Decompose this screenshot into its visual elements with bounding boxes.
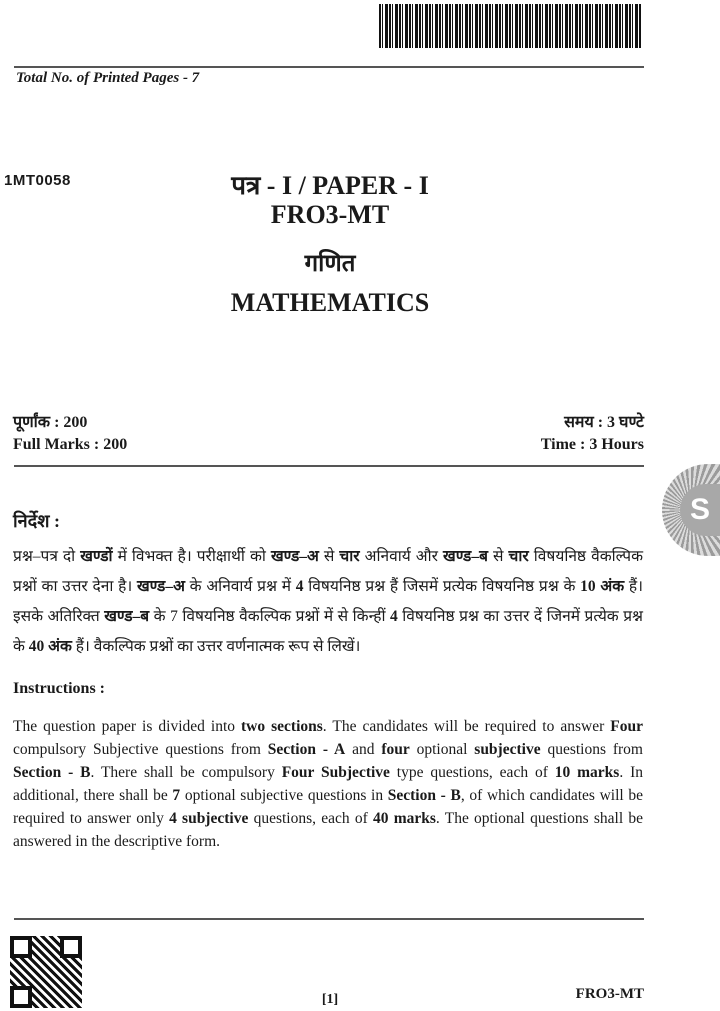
subject-english: MATHEMATICS: [230, 288, 430, 317]
subject-hindi: गणित: [304, 251, 356, 277]
footer-code: FRO3-MT: [575, 986, 644, 1002]
marks-rule: [14, 465, 644, 467]
full-marks-english: Full Marks : 200: [13, 436, 128, 453]
top-rule: [14, 66, 644, 68]
instructions-paragraph: The question paper is divided into two sections. The candidates will be required to answer Four compulsory Subjective questions from Section - A and four optional subjective questions from Section - B. There shall be compulsory Four Subjective type questions, each of 10 marks. In additional, there shall be 7 optional subjective questions in Section - B, of which candidates will be required to answer only 4 subjective questions, each of 40 marks. The optional questions shall be answered in the descriptive form.: [13, 718, 643, 850]
footer-rule: [14, 918, 644, 920]
paper-code: 1MT0058: [4, 172, 71, 189]
paper-title: पत्र - I / PAPER - I: [231, 171, 429, 200]
seal-stamp: S: [662, 464, 720, 556]
printed-pages-count: Total No. of Printed Pages - 7: [16, 70, 200, 86]
subject-code: FRO3-MT: [270, 200, 390, 229]
barcode: [379, 4, 641, 48]
full-marks-hindi: पूर्णांक : 200: [13, 414, 88, 431]
instructions-heading: Instructions :: [13, 680, 106, 697]
time-hindi: समय : 3 घण्टे: [564, 414, 644, 431]
time-english: Time : 3 Hours: [540, 436, 644, 453]
page-number: [1]: [321, 992, 339, 1007]
hindi-instructions-paragraph: प्रश्न–पत्र दो खण्डों में विभक्त है। परीक्षार्थी को खण्ड–अ से चार अनिवार्य और खण्ड–ब से चार विषयनिष्ठ वैकल्पिक प्रश्नों का उत्तर देना है। खण्ड–अ के अनिवार्य प्रश्न में 4 विषयनिष्ठ प्रश्न हैं जिसमें प्रत्येक विषयनिष्ठ प्रश्न के 10 अंक हैं। इसके अतिरिक्त खण्ड–ब के 7 विषयनिष्ठ वैकल्पिक प्रश्नों में से किन्हीं 4 विषयनिष्ठ प्रश्न का उत्तर दें जिनमें प्रत्येक प्रश्न के 40 अंक हैं। वैकल्पिक प्रश्नों का उत्तर वर्णनात्मक रूप से लिखें।: [13, 548, 643, 655]
hindi-instructions-heading: निर्देश :: [13, 511, 60, 531]
